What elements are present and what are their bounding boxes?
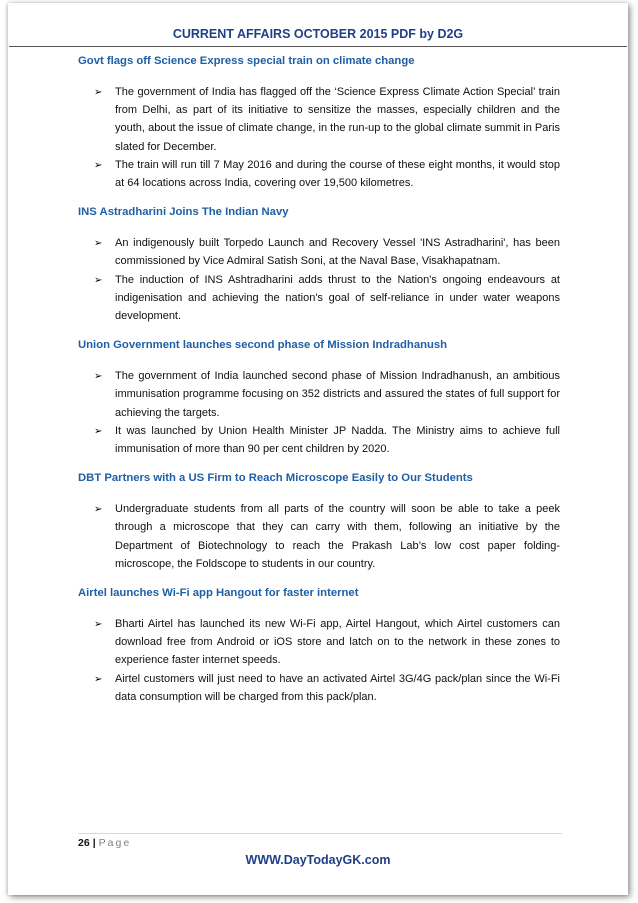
bullet-list bbox=[78, 83, 560, 192]
bullet-item bbox=[78, 83, 560, 156]
news-section bbox=[78, 585, 560, 706]
news-section bbox=[78, 204, 560, 325]
bullet-list bbox=[78, 367, 560, 458]
arrow-bullet-icon: ➢ bbox=[94, 619, 103, 631]
section-title: Govt flags off Science Express special train on climate change bbox=[78, 55, 415, 67]
section-title: Airtel launches Wi-Fi app Hangout for faster internet bbox=[78, 587, 359, 600]
bullet-item bbox=[78, 615, 560, 670]
bullet-text: Bharti Airtel has launched its new Wi-Fi app, Airtel Hangout, which Airtel customers can download free from Android or iOS store and latch on to the network in these zones to experience faster internet speeds. bbox=[115, 618, 560, 667]
bullet-list bbox=[78, 500, 560, 573]
bullet-item bbox=[78, 234, 560, 270]
section-title: DBT Partners with a US Firm to Reach Microscope Easily to Our Students bbox=[78, 472, 473, 485]
page-word: Page bbox=[98, 837, 132, 849]
arrow-bullet-icon: ➢ bbox=[94, 673, 103, 685]
header-divider bbox=[9, 46, 627, 47]
document-page bbox=[8, 3, 628, 895]
bullet-text: Undergraduate students from all parts of the country will soon be able to take a peek through a microscope that they can carry with them, following an initiative by the Department of Biotechnology to reach the Prakash Lab’s low cost paper folding-microscope, the Foldscope to students in our country. bbox=[115, 503, 560, 570]
bullet-list bbox=[78, 234, 560, 325]
bullet-item bbox=[78, 670, 560, 706]
page-separator: | bbox=[92, 837, 96, 849]
bullet-item bbox=[78, 156, 560, 192]
bullet-list bbox=[78, 615, 560, 706]
news-section bbox=[78, 337, 560, 458]
bullet-item bbox=[78, 367, 560, 422]
section-title: Union Government launches second phase of Mission Indradhanush bbox=[78, 339, 448, 352]
news-section bbox=[78, 470, 560, 573]
footer-divider bbox=[78, 833, 562, 834]
page-number-footer bbox=[78, 837, 131, 849]
news-section bbox=[78, 53, 560, 192]
header-title: CURRENT AFFAIRS OCTOBER 2015 PDF by D2G bbox=[172, 27, 464, 41]
article-content bbox=[78, 53, 560, 718]
arrow-bullet-icon: ➢ bbox=[94, 371, 103, 383]
footer-website[interactable]: WWW.DayTodayGK.com bbox=[245, 853, 391, 867]
arrow-bullet-icon: ➢ bbox=[94, 274, 103, 286]
bullet-text: An indigenously built Torpedo Launch and Recovery Vessel 'INS Astradharini', has been commissioned by Vice Admiral Satish Soni, at the Naval Base, Visakhapatnam. bbox=[115, 237, 560, 268]
bullet-text: Airtel customers will just need to have an activated Airtel 3G/4G pack/plan since the Wi-Fi data consumption will be charged from this pack/plan. bbox=[115, 672, 560, 703]
bullet-item bbox=[78, 422, 560, 458]
arrow-bullet-icon: ➢ bbox=[94, 159, 103, 171]
bullet-text: It was launched by Union Health Minister JP Nadda. The Ministry aims to achieve full immunisation of more than 90 per cent children by 2020. bbox=[115, 424, 560, 456]
bullet-text: The government of India has flagged off the ‘Science Express Climate Action Special’ train from Delhi, as part of its initiative to sensitize the masses, especially children and the youth, about the issue of climate change, in the run-up to the global climate summit in Paris slated for December. bbox=[115, 86, 560, 153]
bullet-item bbox=[78, 500, 560, 573]
bullet-text: The induction of INS Ashtradharini adds thrust to the Nation's ongoing endeavours at indigenisation and achieving the nation's goal of self-reliance in under water weapons development. bbox=[115, 273, 560, 323]
arrow-bullet-icon: ➢ bbox=[94, 87, 103, 98]
section-title: INS Astradharini Joins The Indian Navy bbox=[78, 206, 289, 219]
bullet-text: The train will run till 7 May 2016 and during the course of these eight months, it would stop at 64 locations across India, covering over 19,500 kilometres. bbox=[115, 158, 560, 190]
arrow-bullet-icon: ➢ bbox=[94, 425, 103, 437]
bullet-text: The government of India launched second phase of Mission Indradhanush, an ambitious immunisation programme focusing on 352 districts and assured the states of full support for achieving the targets. bbox=[115, 370, 560, 419]
arrow-bullet-icon: ➢ bbox=[94, 238, 103, 250]
page-number: 26 bbox=[78, 837, 90, 849]
bullet-item bbox=[78, 271, 560, 326]
arrow-bullet-icon: ➢ bbox=[94, 504, 103, 516]
